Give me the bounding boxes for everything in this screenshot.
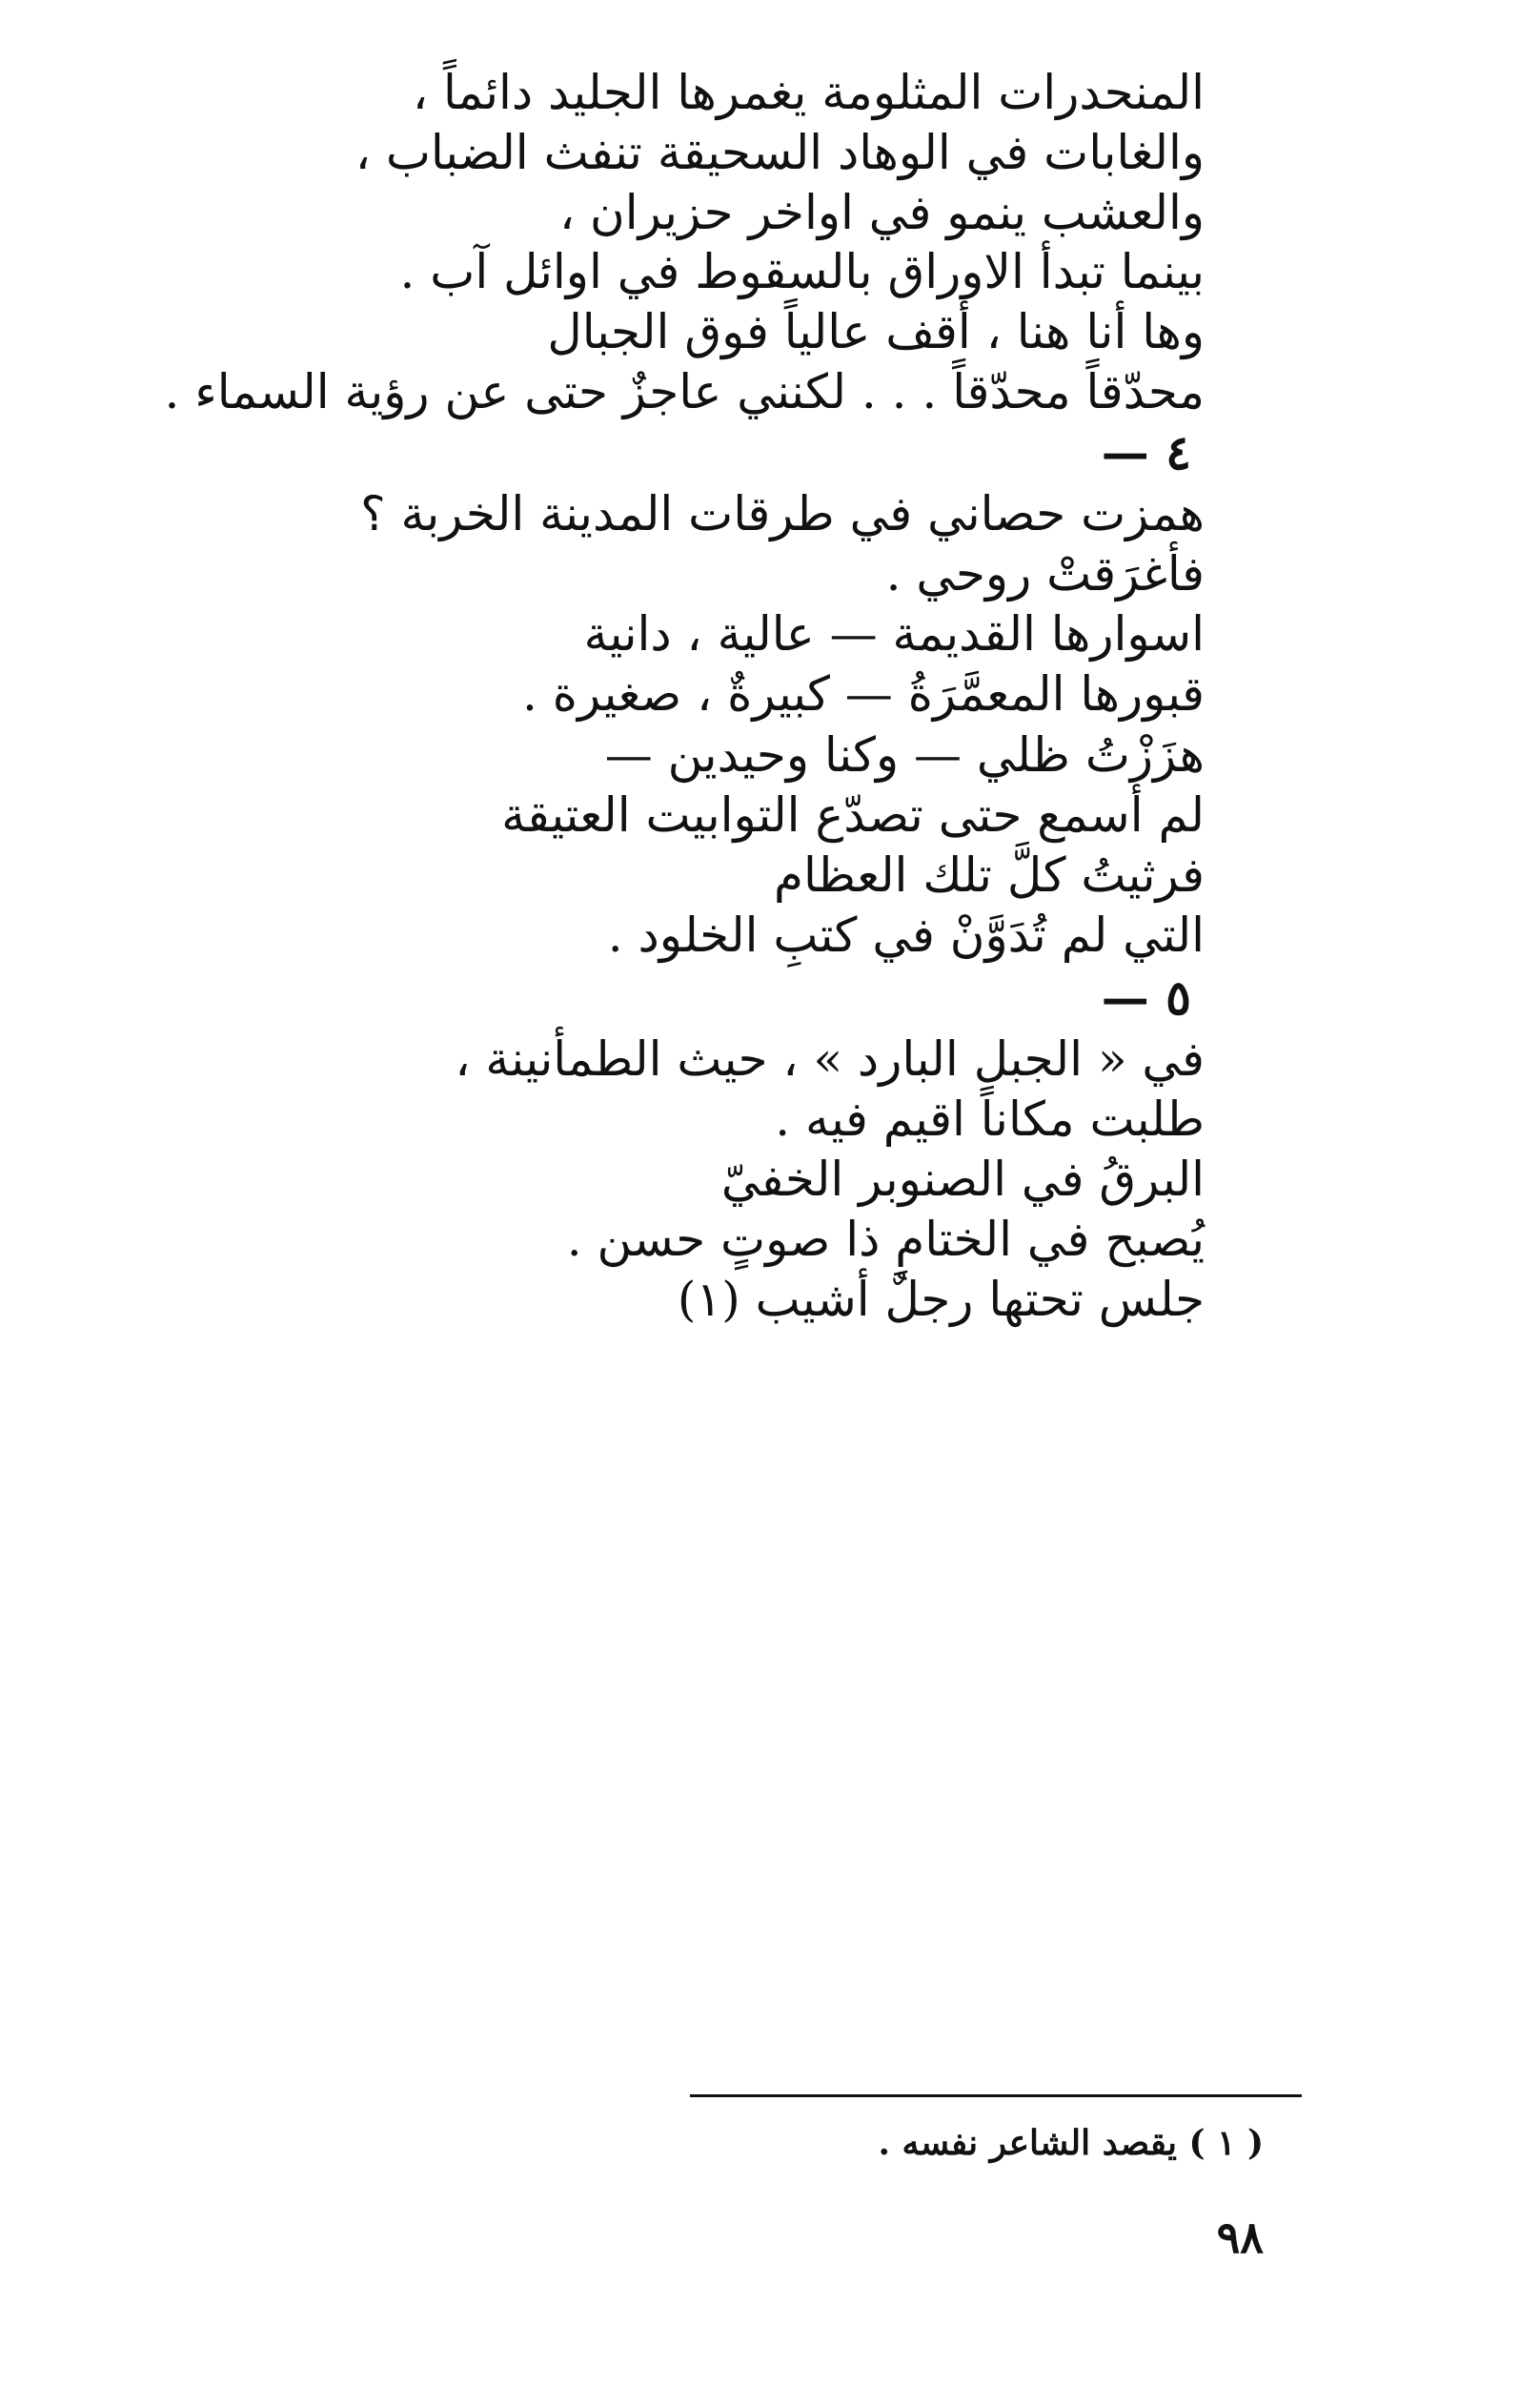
poem-line-13: فرثيتُ كلَّ تلك العظام <box>773 847 1205 903</box>
section-number-5: ٥ — <box>1101 969 1191 1026</box>
poem-line-10: قبورها المعمَّرَةُ — كبيرةٌ ، صغيرة . <box>521 666 1205 722</box>
poem-line-1: المنحدرات المثلومة يغمرها الجليد دائماً ، <box>412 65 1205 120</box>
footnote-divider <box>690 2094 1302 2097</box>
poem-line-15: في « الجبل البارد » ، حيث الطمأنينة ، <box>455 1031 1205 1087</box>
poem-line-2: والغابات في الوهاد السحيقة تنفث الضباب ، <box>355 125 1205 180</box>
section-number-4: ٤ — <box>1101 424 1191 480</box>
poem-line-12: لم أسمع حتى تصدّع التوابيت العتيقة <box>501 787 1205 843</box>
poem-line-17: البرقُ في الصنوبر الخفيّ <box>720 1152 1205 1207</box>
poem-line-8: فأغرَقتْ روحي . <box>885 546 1205 602</box>
poem-line-3: والعشب ينمو في اواخر حزيران ، <box>558 185 1205 240</box>
poem-line-5: وها أنا هنا ، أقف عالياً فوق الجبال <box>547 304 1205 359</box>
poem-line-4: بينما تبدأ الاوراق بالسقوط في اوائل آب . <box>399 244 1205 299</box>
poem-line-18: يُصبح في الختامِ ذا صوتٍ حسن . <box>566 1212 1205 1267</box>
poem-line-16: طلبت مكاناً اقيم فيه . <box>775 1091 1205 1147</box>
poem-line-6: محدّقاً محدّقاً . . . لكنني عاجزٌ حتى عن رؤية السماء . <box>164 364 1205 419</box>
poem-line-14: التي لم تُدَوَّنْ في كتبِ الخلود . <box>607 908 1205 963</box>
page-number: ٩٨ <box>1216 2212 1264 2263</box>
poem-line-19: جلس تحتها رجلٌ أشيب (١) <box>677 1272 1205 1327</box>
poem-line-9: اسوارها القديمة — عالية ، دانية <box>583 606 1205 662</box>
footnote: ( ١ ) يقصد الشاعر نفسه . <box>878 2123 1264 2163</box>
poem-line-11: هزَزْتُ ظلي — وكنا وحيدين — <box>604 727 1205 783</box>
poem-line-7: همزت حصاني في طرقات المدينة الخربة ؟ <box>360 486 1205 541</box>
